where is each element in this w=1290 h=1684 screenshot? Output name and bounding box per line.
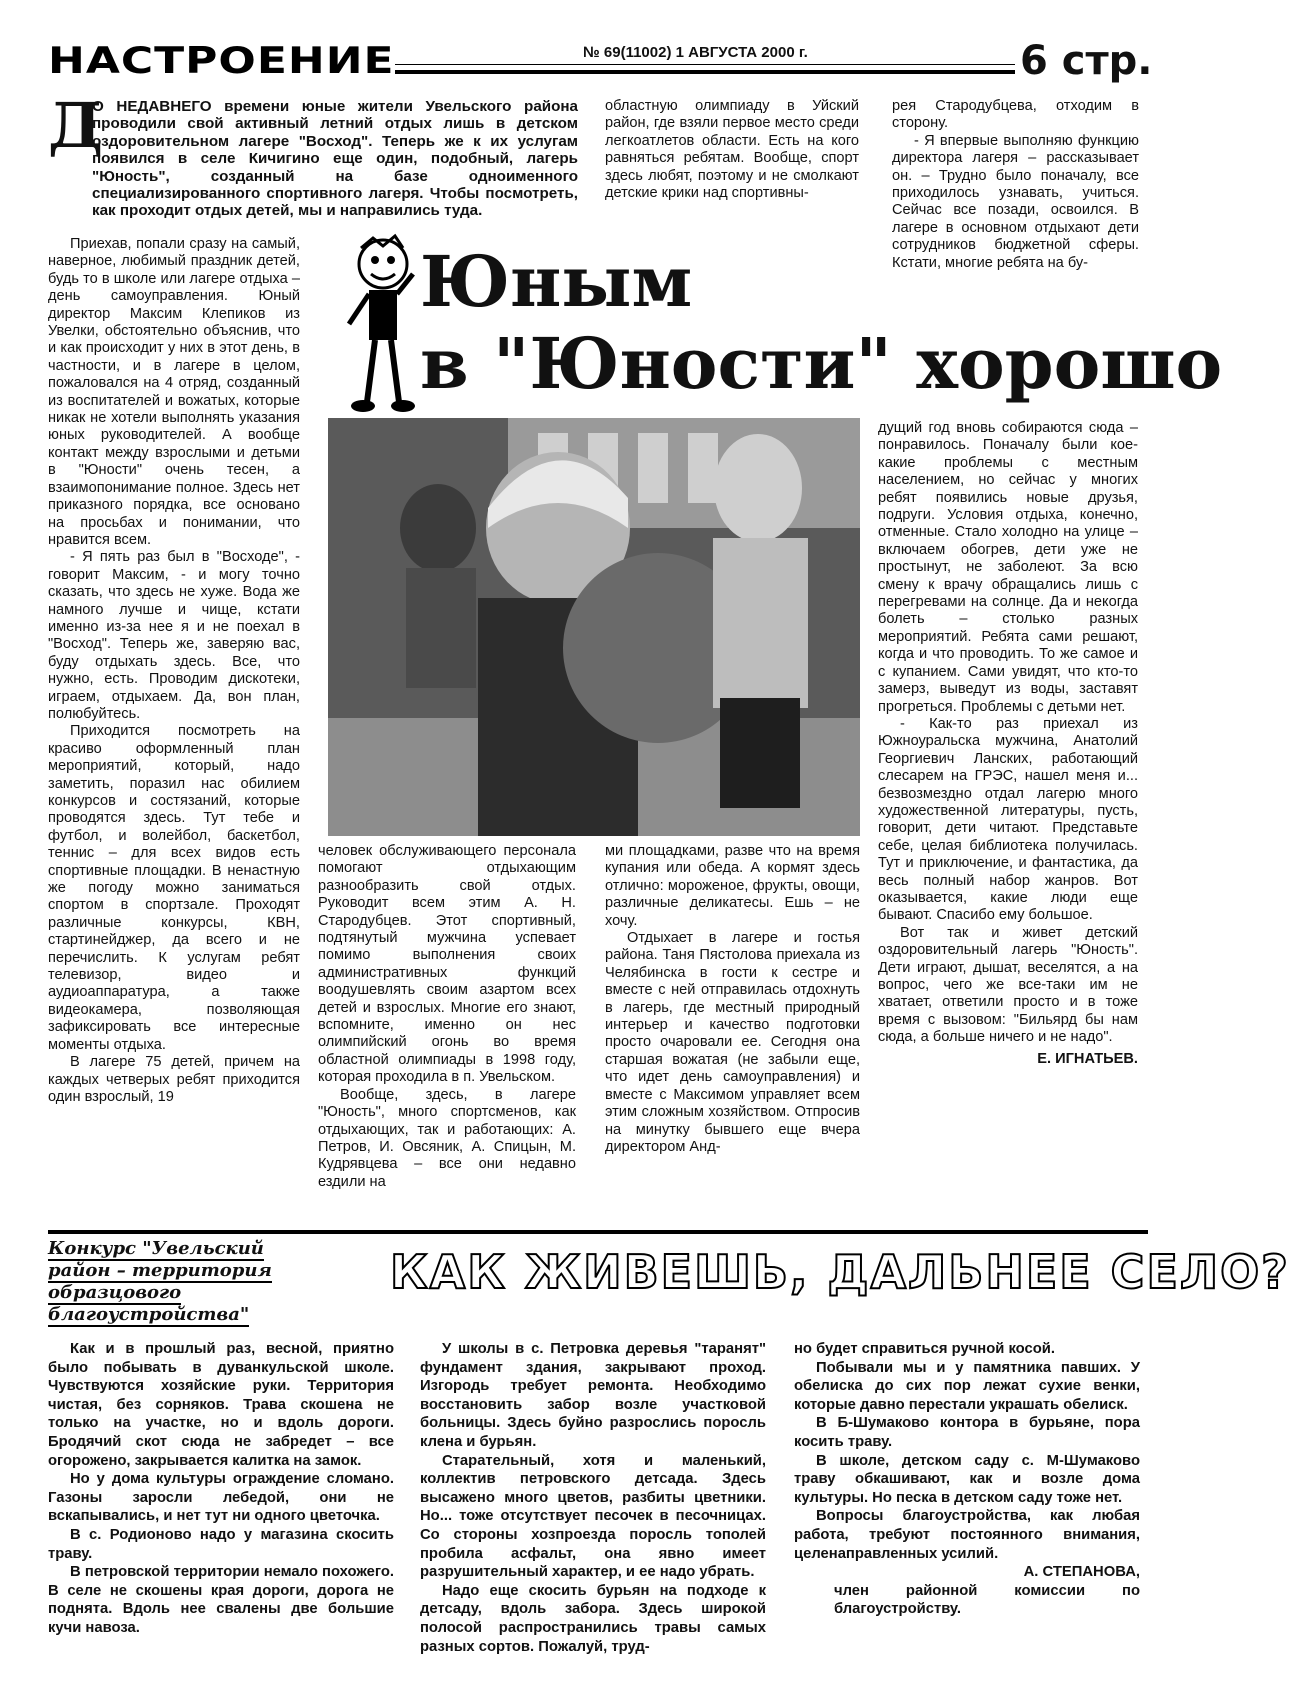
paragraph: Приходится посмотреть на красиво оформленный план мероприятий, который, надо заметить, поразил нас обилием конкурсов и состязаний, которые проводятся здесь. Тут тебе и футбол, и волейбол, баскетбол, теннис – для всех видов есть спортивные площадки. В ненастную же погоду можно заниматься спортом в спортзале. Проходят различные конкурсы, КВН, стартинейджер, да всего и не перечислить. К услугам ребят телевизор, видео и аудиоаппаратура, а также видеокамера, позволяющая зафиксировать все интересные моменты отдыха. bbox=[48, 723, 300, 1053]
paragraph: областную олимпиаду в Уйский район, где взяли первое место среди легкоатлетов области. Есть на кого равняться ребятам. Вообще, спорт здесь любят, поэтому и не смолкают детские крики над спортивны- bbox=[605, 98, 859, 202]
paragraph: В с. Родионово надо у магазина скосить траву. bbox=[48, 1526, 394, 1562]
paragraph: Старательный, хотя и маленький, коллектив петровского детсада. Здесь высажено много цветов, разбиты цветники. Но... тоже отсутствует песочек в песочницах. Со стороны хозпроезда поросль тополей пробила асфальт, она явно имеет разрушительный характер, и ее надо убрать. bbox=[420, 1452, 766, 1581]
contest-headline: КАК ЖИВЕШЬ, ДАЛЬНЕЕ СЕЛО? bbox=[390, 1245, 1290, 1299]
section-title: НАСТРОЕНИЕ bbox=[48, 40, 395, 82]
section-divider bbox=[48, 1230, 1148, 1234]
paragraph: рея Стародубцева, отходим в сторону. bbox=[892, 98, 1139, 132]
column-4-top bbox=[892, 98, 1139, 272]
article2-author-role: член районной комиссии по благоустройству. bbox=[834, 1582, 1140, 1618]
paragraph: Как и в прошлый раз, весной, приятно было побывать в дуванкульской школе. Чувствуются хозяйские руки. Территория чистая, без сорняков. Трава скошена не только на участке, но и вдоль дороги. Бродячий скот сюда не забредет – все огорожено, закрывается калитка на замок. bbox=[48, 1341, 394, 1469]
paragraph: Приехав, попали сразу на самый, наверное, любимый праздник детей, будь то в школе или лагере отдыха – день самоуправления. Юный директор Максим Клепиков из Увелки, обстоятельно объяснив, что и как происходит у них в этот день, в частности, и в лагере в целом, пожаловался на 4 отряд, созданный из воспитателей и вожатых, которые никак не хотели выполнять указания юных руководителей. А вообще контакт между взрослыми и детьми в "Юности" очень тесен, а взаимопонимание полное. Здесь нет приказного порядка, все основано на просьбах и понимании, что нравится всем. bbox=[48, 236, 300, 548]
paragraph: ми площадками, разве что на время купания или обеда. А кормят здесь отлично: мороженое, фрукты, овощи, различные деликатесы. Ешь – не хочу. bbox=[605, 843, 860, 929]
paragraph: В лагере 75 детей, причем на каждых четверых ребят приходится один взрослый, 19 bbox=[48, 1054, 300, 1105]
paragraph: Но у дома культуры ограждение сломано. Газоны заросли лебедой, они не вскапывались, и нет тут ни одного цветочка. bbox=[48, 1471, 394, 1525]
paragraph: В петровской территории немало похожего. В селе не скошены края дороги, дорога не поднята. Вдоль нее свалены две большие кучи навоза. bbox=[48, 1564, 394, 1636]
page-number: 6 стр. bbox=[1020, 38, 1153, 84]
issue-info: № 69(11002) 1 АВГУСТА 2000 г. bbox=[583, 44, 808, 61]
column-2 bbox=[318, 843, 576, 1191]
paragraph: человек обслуживающего персонала помогают отдыхающим разнообразить свой отдых. Руководит всем этим А. Н. Стародубцев. Этот спортивный, подтянутый мужчина успевает помимо выполнения своих административных функций воодушевлять своим азартом всех детей и взрослых. Многие его знают, вспомните, именно он нес олимпийский огонь во время областной олимпиады в 1998 году, которая проходила в п. Увельском. bbox=[318, 843, 576, 1086]
column-3-top bbox=[605, 98, 859, 202]
drop-cap: Д bbox=[48, 89, 104, 162]
article2-column-3 bbox=[794, 1340, 1140, 1619]
photo-children-with-ball bbox=[328, 418, 860, 836]
paragraph: но будет справиться ручной косой. bbox=[794, 1341, 1055, 1357]
paragraph: Отдыхает в лагере и гостья района. Таня Пястолова приехала из Челябинска в гости к сестре и вместе с ней отправилась отдохнуть в лагерь, где местный природный интерьер и качество подготовки просто очаровали ее. Сегодня она старшая вожатая (не забыли еще, что идет день самоуправления) и вместе с Максимом управляет всем этим сложным хозяйством. Отпросив на минутку бывшего еще вчера директором Анд- bbox=[605, 930, 860, 1155]
article2-author: А. СТЕПАНОВА, bbox=[1023, 1564, 1140, 1581]
cartoon-boy-illustration bbox=[343, 234, 418, 414]
article2-column-1 bbox=[48, 1340, 394, 1638]
paragraph: Вопросы благоустройства, как любая работа, требуют постоянного внимания, целенаправленных усилий. bbox=[794, 1508, 1140, 1562]
lead-paragraph: О НЕДАВНЕГО времени юные жители Увельского района проводили свой активный летний отдых лишь в детском оздоровительном лагере "Восход". Теперь же к их услугам появился в селе Кичигино еще один, подобный, лагерь "Юность", созданный на базе одноименного специализированного спортивного лагеря. Чтобы посмотреть, как проходит отдых детей, мы и направились туда. bbox=[92, 98, 578, 220]
paragraph: Побывали мы и у памятника павших. У обелиска до сих пор лежат сухие венки, которые давно перестали украшать обелиск. bbox=[794, 1359, 1140, 1413]
header-rule bbox=[395, 70, 1015, 74]
column-3 bbox=[605, 843, 860, 1156]
paragraph: дущий год вновь собираются сюда – понравилось. Поначалу были кое-какие проблемы с местным населением, но сейчас у многих ребят появились новые друзья, подруги. Условия отдыха, конечно, отменные. Стало холодно на улице – включаем обогрев, дети уже не простынут, не заболеют. За всю смену к врачу обращались лишь с перегревами на солнце. Да и некогда болеть – столько разных мероприятий. Ребята сами решают, когда и что проводить. То же самое и с купанием. Сами увидят, что кто-то замерз, выведут из воды, заставят прогреться. Проблемы с детьми нет. bbox=[878, 420, 1138, 715]
paragraph: В Б-Шумаково контора в бурьяне, пора косить траву. bbox=[794, 1415, 1140, 1450]
contest-label-text: Конкурс "Увельский район – территория образцового благоустройства" bbox=[48, 1238, 272, 1325]
paragraph: Надо еще скосить бурьян на подходе к детсаду, вдоль забора. Здесь широкой полосой распространились травы самых разных сортов. Пожалуй, труд- bbox=[420, 1582, 766, 1655]
header-rule-thin bbox=[395, 64, 1015, 65]
column-1 bbox=[48, 236, 300, 1106]
paragraph: - Как-то раз приехал из Южноуральска мужчина, Анатолий Георгиевич Ланских, работающий слесарем на ГРЭС, нашел меня и... безвозмездно отдал лагерю много художественной литературы, пусть, говорит, дети читают. Представьте себе, целая библиотека получилась. Тут и приключение, и фантастика, да весь полный набор жанров. Вот оказывается, какие люди еще бывают. Спасибо ему большое. bbox=[878, 715, 1138, 924]
article-lead bbox=[92, 98, 578, 220]
paragraph: Вообще, здесь, в лагере "Юность", много спортсменов, как отдыхающих, так и работающих: А. Петров, И. Овсяник, А. Спицын, М. Кудрявцева – все они недавно ездили на bbox=[318, 1086, 576, 1190]
article-author: Е. ИГНАТЬЕВ. bbox=[1037, 1050, 1138, 1067]
paragraph: - Я пять раз был в "Восходе", - говорит Максим, - и могу точно сказать, что здесь не хуже. Вода же намного лучше и чище, кстати именно из-за нее я и не поехал в "Восход". Теперь же, заверяю вас, буду отдыхать здесь. Все, что нужно, есть. Проводим дискотеки, играем, отдыхаем. Да, вон план, полюбуйтесь. bbox=[48, 549, 300, 722]
paragraph: - Я впервые выполняю функцию директора лагеря – рассказывает он. – Трудно было поначалу, все приходилось узнавать, учиться. Сейчас все позади, освоился. В лагере в основном отдыхают дети сотрудников бюджетной сферы. Кстати, многие ребята на бу- bbox=[892, 132, 1139, 271]
paragraph: Вот так и живет детский оздоровительный лагерь "Юность". Дети играют, дышат, веселятся, а на вопрос, чего же все-таки им не хватает, ответили просто и в тоже время с вызовом: "Бильярд бы нам сюда, а больше ничего и не надо". bbox=[878, 924, 1138, 1046]
contest-label bbox=[48, 1238, 328, 1326]
paragraph: У школы в с. Петровка деревья "таранят" фундамент здания, закрывают проход. Изгородь требует ремонта. Необходимо восстановить забор возле участковой больницы. Здесь буйно разрослись поросль клена и бурьян. bbox=[420, 1341, 766, 1450]
article2-column-2 bbox=[420, 1340, 766, 1656]
paragraph: В школе, детском саду с. М-Шумаково траву обкашивают, как и возле дома культуры. Но песка в детском саду тоже нет. bbox=[794, 1452, 1140, 1506]
headline-line-2: в "Юности" хорошо bbox=[420, 322, 1223, 405]
column-4 bbox=[878, 420, 1138, 1068]
headline-line-1: Юным bbox=[420, 240, 693, 323]
